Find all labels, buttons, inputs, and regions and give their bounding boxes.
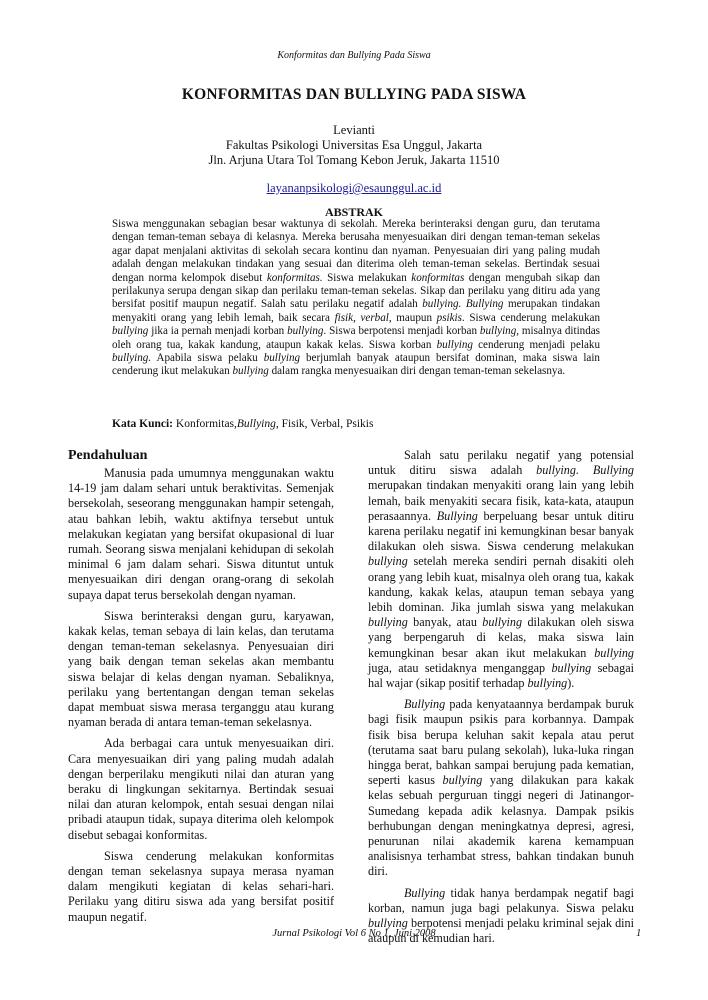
body-paragraph: Siswa berinteraksi dengan guru, karyawan, kakak kelas, teman sebaya di lain kelas, dan terutama dengan teman-teman sekelasnya. Penyesuaian diri yang baik dengan teman sekelas akan membantu siswa belajar di kelas dengan nyaman. Sebaliknya, perilaku yang bertentangan dengan teman sekelas dapat membuat siswa merasa terganggu atau kurang nyaman berada di antara teman-teman sekelasnya. [68, 608, 334, 730]
running-head: Konformitas dan Bullying Pada Siswa [277, 50, 431, 61]
body-paragraph: Bullying tidak hanya berdampak negatif bagi korban, namun juga bagi pelakunya. Siswa pelaku bullying berpotensi menjadi pelaku kriminal sejak dini ataupun di kemudian hari. [368, 885, 634, 946]
italic-term: bullying. Bullying [536, 463, 634, 478]
body-column-right [368, 448, 634, 953]
italic-term: fisik [334, 311, 354, 324]
italic-term: bullying [594, 645, 634, 660]
author-affiliation: Fakultas Psikologi Universitas Esa Unggul, Jakarta [225, 138, 483, 152]
italic-term: bullying. [112, 352, 152, 365]
italic-term: bullying [436, 338, 473, 351]
body-paragraph: Siswa cenderung melakukan konformitas dengan teman sekelasnya supaya merasa nyaman dalam mengikuti kegiatan di kelas sehari-hari. Perilaku yang ditiru siswa ada yang bersifat positif maupun negatif. [68, 848, 334, 924]
italic-term: bullying [232, 365, 269, 378]
italic-term: bullying [263, 352, 301, 365]
page-number: 1 [636, 928, 642, 939]
italic-term: Bullying [436, 508, 478, 523]
author-block [0, 123, 708, 196]
section-heading: Pendahuluan [68, 448, 148, 463]
italic-term: bullying [368, 554, 408, 569]
author-address: Jln. Arjuna Utara Tol Tomang Kebon Jeruk, Jakarta 11510 [208, 153, 500, 167]
italic-term: bullying [287, 325, 324, 338]
italic-term: bullying, [479, 325, 520, 338]
italic-term: konformitas [411, 271, 465, 284]
abstract-heading: ABSTRAK [324, 205, 383, 219]
author-email-link[interactable]: layananpsikologi@esaunggul.ac.id [266, 181, 442, 195]
italic-term: bullying [368, 916, 408, 931]
italic-term: bullying. Bullying [422, 298, 504, 311]
keywords-label: Kata Kunci: [112, 418, 174, 430]
italic-term: bullying [112, 325, 149, 338]
body-paragraph: Salah satu perilaku negatif yang potensial untuk ditiru siswa adalah bullying. Bullying merupakan tindakan menyakiti orang lain yang lebih lemah, baik menyakiti secara fisik, kata-kata, ataupun perasaannya. Bullying berpeluang besar untuk ditiru karena perilaku negatif ini kemungkinan besar banyak dilakukan oleh siswa. Siswa cenderung melakukan bullying setelah mereka sendiri pernah disakiti oleh orang yang lebih kuat, misalnya oleh orang tua, kakak kandung, kakak kelas, ataupun teman sebaya yang lebih dominan. Jika jumlah siswa yang melakukan bullying banyak, atau bullying dilakukan oleh siswa yang berpengaruh di kelas, maka siswa lain kemungkinan besar akan ikut melakukan bullying juga, atau setidaknya menganggap bullying sebagai hal wajar (sikap positif terhadap bullying). [368, 448, 635, 691]
italic-term: psikis [436, 311, 462, 324]
italic-term: Bullying [236, 418, 276, 430]
author-name: Levianti [333, 123, 375, 137]
italic-term: verbal [360, 311, 389, 324]
italic-term: bullying [482, 615, 523, 630]
italic-term: bullying [368, 615, 408, 630]
italic-term: Bullying [404, 697, 446, 712]
italic-term: bullying [527, 676, 568, 691]
paper-title: KONFORMITAS DAN BULLYING PADA SISWA [181, 86, 527, 103]
italic-term: bullying [442, 773, 483, 788]
footer-journal: Jurnal Psikologi Vol 6 No 1, Juni 2008 [272, 928, 436, 939]
keywords-list: Konformitas,Bullying, Fisik, Verbal, Psikis [173, 418, 374, 430]
italic-term: Bullying [404, 885, 446, 900]
body-column-left [68, 448, 334, 931]
abstract-text: Siswa menggunakan sebagian besar waktunya di sekolah. Mereka berinteraksi dengan guru, dan terutama dengan teman-teman sebaya di kelasnya. Mereka berusaha menyesuaikan diri dengan teman-teman sekelas agar dapat menjalani aktivitas di sekolah secara kontinu dan nyaman. Penyesuaian diri yang paling mudah adalah dengan melakukan tindakan yang sesuai dan diterima oleh teman-teman sekelas. Bertindak sesuai dengan norma kelompok disebut konformitas. Siswa melakukan konformitas dengan mengubah sikap dan perilakunya serupa dengan sikap dan perilaku teman-teman sekelas. Sikap dan perilaku yang ditiru ada yang bersifat positif maupun negatif. Salah satu perilaku negatif adalah bullying. Bullying merupakan tindakan menyakiti orang yang lebih lemah, baik secara fisik, verbal, maupun psikis. Siswa cenderung melakukan bullying jika ia pernah menjadi korban bullying. Siswa berpotensi menjadi korban bullying, misalnya ditindas oleh orang tua, kakak kandung, ataupun kakak kelas. Siswa korban bullying cenderung menjadi pelaku bullying. Apabila siswa pelaku bullying berjumlah banyak ataupun bersifat dominan, maka siswa lain cenderung ikut melakukan bullying dalam rangka menyesuaikan diri dengan teman-teman sekelasnya. [112, 218, 601, 378]
italic-term: konformitas. [266, 271, 323, 284]
body-paragraph: Manusia pada umumnya menggunakan waktu 14-19 jam dalam sehari untuk beraktivitas. Semenjak bersekolah, seseorang menggunakan hampir setengah, atau bahkan lebih, waktu aktifnya tersebut untuk melakukan kegiatan yang bersifat okupasional di luar rumah. Seorang siswa menjalani kehidupan di sekolah minimal 6 jam dalam sehari. Siswa dituntut untuk menyesuaikan diri dengan orang-orang di sekolah supaya dapat terus bersekolah dengan nyaman. [68, 466, 334, 602]
keywords [112, 418, 600, 430]
body-paragraph: Ada berbagai cara untuk menyesuaikan diri. Cara menyesuaikan diri yang paling mudah adalah dengan berperilaku mengikuti nilai dan aturan yang beraku di lingkungan sekitarnya. Bertindak sesuai nilai dan aturan kelompok, entah sesuai dengan nilai pribadi ataupun tidak, supaya diterima oleh kelompok disebut sebagai konformitas. [68, 736, 334, 842]
body-paragraph: Bullying pada kenyataannya berdampak buruk bagi fisik maupun psikis para korbannya. Dampak fisik bisa berupa keluhan sakit kepala atau perut (terutama saat baru pulang sekolah), luka-luka ringan hingga berat, bahkan sampai berujung pada kematian, seperti kasus bullying yang dilakukan para kakak kelas sebuah perguruan tinggi negeri di Jatinangor-Sumedang kepada adik kelasnya. Dampak psikis berhubungan dengan meningkatnya depresi, agresi, penurunan nilai akademik karena kemampuan analisisnya terhambat stress, bahkan tindakan bunuh diri. [368, 697, 634, 879]
italic-term: bullying [551, 660, 592, 675]
